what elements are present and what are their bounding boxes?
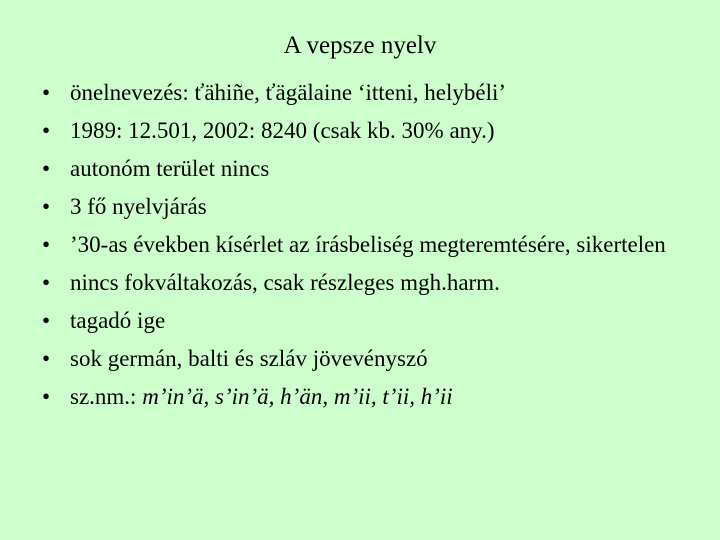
bullet-item: [42, 383, 682, 411]
bullet-text: [70, 383, 682, 411]
slide-title: A vepsze nyelv: [283, 32, 437, 59]
bullet-icon: •: [42, 346, 51, 371]
bullet-icon: •: [42, 270, 51, 295]
bullet-item: [42, 269, 682, 297]
bullet-item: [42, 79, 682, 107]
bullet-text: nincs fokváltakozás, csak részleges mgh.harm.: [70, 270, 500, 295]
bullet-icon: •: [42, 232, 51, 257]
bullet-text: 3 fő nyelvjárás: [70, 194, 207, 219]
bullet-text: tagadó ige: [70, 308, 166, 333]
bullet-text: sok germán, balti és szláv jövevényszó: [70, 346, 428, 371]
bullet-item: [42, 155, 682, 183]
bullet-icon: •: [42, 194, 51, 219]
bullet-item: [42, 193, 682, 221]
bullet-icon: •: [42, 118, 51, 143]
bullet-list: [42, 79, 682, 421]
bullet-item: [42, 307, 682, 335]
bullet-text: ’30-as években kísérlet az írásbeliség megteremtésére, sikertelen: [70, 232, 666, 257]
pronouns-prefix: sz.nm.:: [70, 384, 143, 409]
bullet-text: 1989: 12.501, 2002: 8240 (csak kb. 30% any.): [70, 118, 495, 143]
bullet-text: önelnevezés: ťähiñe, ťägälaine ‘itteni, helybéli’: [70, 80, 507, 105]
bullet-item: [42, 231, 682, 259]
pronouns-examples: m’in’ä, s’in’ä, h’än, m’ii, t’ii, h’ii: [142, 384, 453, 409]
bullet-icon: •: [42, 80, 51, 105]
bullet-item: [42, 345, 682, 373]
bullet-icon: •: [42, 308, 51, 333]
bullet-text: autonóm terület nincs: [70, 156, 270, 181]
bullet-item: [42, 117, 682, 145]
bullet-icon: •: [42, 384, 51, 409]
bullet-icon: •: [42, 156, 51, 181]
